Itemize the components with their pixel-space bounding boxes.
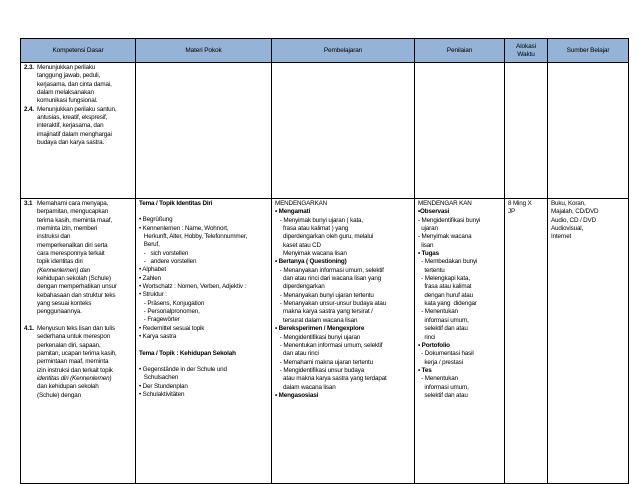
- kd-line: perkenalan diri, sapaan,: [37, 341, 101, 349]
- list-item: tertentu: [418, 266, 445, 274]
- list-item: • Redemittel sesuai topik: [139, 324, 205, 332]
- header-sumber-belajar: Sumber Belajar: [548, 39, 629, 63]
- header-pembelajaran: Pembelajaran: [272, 39, 415, 63]
- list-item: dan atau rinci: [275, 350, 319, 358]
- list-item: MENDENGAR KAN: [418, 200, 472, 207]
- kd-line: meminta izin, memberi: [37, 225, 98, 233]
- kd-item: [24, 200, 132, 317]
- kd-line: berpamitan, mengucapkan: [37, 208, 109, 216]
- list-item: • Wortschatz : Nomen, Verben, Adjektiv :: [139, 283, 247, 291]
- kd-line: dengan memperhatikan unsur: [37, 283, 117, 291]
- kd-line: izin instruksi dan terkait topik: [37, 366, 113, 374]
- list-item: - Menanyakan unsur-unsur budaya atau: [275, 300, 387, 308]
- alokasi-cell-row-2: [505, 199, 548, 484]
- list-item: • Struktur :: [139, 291, 167, 299]
- list-item: informasi umum,: [418, 383, 469, 391]
- list-item: frasa atau kalimat ) yang: [275, 225, 349, 233]
- kd-line: Menyusun teks lisan dan tulis: [37, 324, 115, 332]
- list-item: - Menentukan: [418, 375, 458, 383]
- sumber-line: Internet: [551, 233, 572, 241]
- sumber-line: Audiovisual,: [551, 225, 584, 233]
- list-item: • Tugas: [418, 250, 439, 258]
- materi-topic-title: Tema / Topik Identitas Diri: [139, 200, 213, 207]
- kd-line: tanggung jawab, peduli,: [37, 72, 101, 80]
- sumber-cell-row-2: [548, 199, 629, 484]
- list-item: • Mengasosiasi: [275, 391, 319, 399]
- header-penilaian: Penilaian: [415, 39, 505, 63]
- sumber-line: Buku, Koran,: [551, 200, 586, 207]
- list-item: • Schulaktivitäten: [139, 390, 185, 398]
- pembelajaran-list: [275, 208, 411, 400]
- kd-line: kehidupan sekolah (Schule): [37, 275, 111, 283]
- list-item: - andere vorstellen: [139, 258, 197, 266]
- list-item: - Personalpronomen,: [139, 308, 200, 316]
- list-item: • Karya sastra: [139, 333, 177, 341]
- list-item: • Bereksperimen / Mengexplore: [275, 325, 365, 333]
- kd-number: 2.4.: [24, 105, 34, 113]
- kd-line: terima kasih, meminta maaf,: [37, 216, 113, 224]
- kd-line: topik identitas diri: [37, 258, 83, 266]
- alokasi-line: 8 Ming X: [508, 200, 532, 207]
- list-item: - Membedakan bunyi: [418, 258, 478, 266]
- pembelajaran-title: MENDENGARKAN: [275, 200, 328, 207]
- kd-cell-row-2: [21, 199, 136, 484]
- list-item: - Präsens, Konjugation: [139, 299, 205, 307]
- list-item: dalam wacana lisan: [275, 383, 336, 391]
- list-item: dengan huruf atau: [418, 291, 473, 299]
- list-item: - Menanyakan bunyi ujaran tertentu: [275, 291, 374, 299]
- kd-number: 3.1: [24, 200, 33, 207]
- list-item: • Gegenstände in der Schule und: [139, 365, 227, 373]
- list-item: - Mengidentifikasi unsur budaya: [275, 366, 365, 374]
- kd-line: instruksi dan: [37, 233, 71, 241]
- list-item: kerja / prestasi: [418, 358, 463, 366]
- list-item: - Fragewörter: [139, 316, 180, 324]
- alokasi-line: JP: [508, 208, 516, 216]
- list-item: frasa atau kalimat: [418, 283, 472, 291]
- header-alokasi-line-1: Alokasi: [516, 43, 536, 50]
- list-item: - Menentukan informasi umum, selektif: [275, 341, 383, 349]
- list-item: selektif dan atau: [418, 325, 468, 333]
- header-alokasi-line-2: Waktu: [517, 50, 535, 58]
- pembelajaran-cell-row-2: [272, 199, 415, 484]
- kd-item: [24, 64, 132, 106]
- penilaian-list: [418, 200, 501, 400]
- kd-line: sederhana untuk merespon: [37, 333, 111, 341]
- list-item: • Kennenlernen : Name, Wohnort,: [139, 224, 229, 232]
- list-item: Beruf,: [139, 241, 160, 249]
- materi-topic-title: Tema / Topik : Kehidupan Sekolah: [139, 349, 236, 357]
- kd-text: [37, 325, 132, 400]
- kd-item: [24, 106, 132, 148]
- list-item: - Menentukan: [418, 308, 458, 316]
- penilaian-cell-row-1: [415, 63, 505, 199]
- kd-line: Menunjukkan perilaku: [37, 64, 96, 71]
- list-item: - Mengidentifikasi bunyi ujaran: [275, 333, 361, 341]
- list-item: - Menyimak bunyi ujaran ( kata,: [275, 216, 363, 224]
- pembelajaran-cell-row-1: [272, 63, 415, 199]
- list-item: - Melengkapi kata,: [418, 275, 470, 283]
- kd-line: pamitan, ucapan terima kasih,: [37, 349, 117, 357]
- kd-line: Memahami cara menyapa,: [37, 200, 109, 207]
- kd-line: komunikasi fungsional.: [37, 97, 98, 105]
- kd-line: identitas diri (Kennenlernen): [37, 374, 112, 382]
- kd-line: cara meresponnya terkait: [37, 250, 105, 258]
- list-item: lisan: [418, 241, 434, 249]
- kd-line: kerjasama, dan cinta damai,: [37, 80, 112, 88]
- materi-cell-row-2: [136, 199, 272, 484]
- sumber-line: Majalah, CD/DVD: [551, 208, 599, 216]
- kd-line: interaktif, kerjasama, dan: [37, 122, 104, 130]
- materi-list: [139, 216, 268, 341]
- penilaian-cell-row-2: [415, 199, 505, 484]
- header-kompetensi-dasar: Kompetensi Dasar: [21, 39, 136, 63]
- sumber-cell-row-1: [548, 63, 629, 199]
- kd-number: 4.1.: [24, 324, 34, 332]
- list-item: makna karya sastra yang tersirat /: [275, 308, 373, 316]
- list-item: selektif dan atau: [418, 391, 468, 399]
- kd-line: penggunaannya.: [37, 308, 82, 316]
- kd-line: (Kennenlernen) dan: [37, 266, 90, 274]
- list-item: atau makna karya sastra yang terdapat: [275, 375, 387, 383]
- list-item: diperdengarkan oleh guru, melalui: [275, 233, 374, 241]
- kd-line: kebahasaan dan struktur teks: [37, 291, 116, 299]
- kd-line: permintaan maaf, meminta: [37, 358, 109, 366]
- list-item: Herkunft, Alter, Hobby, Telefonnummer,: [139, 233, 248, 241]
- kd-line: antusias, kreatif, ekspresif,: [37, 114, 108, 122]
- kd-line: memperkenalkan diri serta: [37, 241, 108, 249]
- materi-list: [139, 366, 268, 399]
- header-materi-pokok: Materi Pokok: [136, 39, 272, 63]
- alokasi-cell-row-1: [505, 63, 548, 199]
- kd-line: dalam melaksanakan: [37, 89, 94, 97]
- list-item: - Memahami makna ujaran tertentu: [275, 358, 373, 366]
- kd-cell-row-1: [21, 63, 136, 199]
- kd-line: budaya dan karya sastra.: [37, 139, 105, 147]
- kd-number: 2.3.: [24, 64, 34, 71]
- list-item: tersurat dalam wacana lisan: [275, 316, 358, 324]
- header-alokasi-waktu: [505, 39, 548, 63]
- kd-line: dan kehidupan sekolah: [37, 383, 99, 391]
- list-item: - sich vorstellen: [139, 249, 189, 257]
- list-item: diperdengarkan: [275, 283, 325, 291]
- list-item: - Dokumentasi hasil: [418, 350, 474, 358]
- list-item: • Alphabet: [139, 266, 166, 274]
- list-item: •Observasi: [418, 208, 450, 216]
- kd-line: (Schule) dengan: [37, 391, 81, 399]
- kd-line: imajinatif dalam menghargai: [37, 130, 112, 138]
- list-item: • Zahlen: [139, 274, 162, 282]
- list-item: - Menyimak wacana: [418, 233, 472, 241]
- kd-line: Menunjukkan perilaku santun,: [37, 105, 117, 113]
- list-item: informasi umum,: [418, 316, 469, 324]
- list-item: • Tes: [418, 366, 432, 374]
- list-item: • Der Stundenplan: [139, 382, 188, 390]
- list-item: • Mengamati: [275, 208, 311, 216]
- list-item: Schulsachen: [139, 374, 179, 382]
- sumber-line: Audio, CD / DVD: [551, 216, 596, 224]
- kd-text: [37, 200, 132, 317]
- list-item: Menyimak wacana lisan: [275, 250, 347, 258]
- table-row: [21, 199, 629, 484]
- list-item: - Mengidentifikasi bunyi: [418, 216, 481, 224]
- table-header-row: [21, 39, 629, 63]
- kd-text: [37, 106, 132, 148]
- materi-cell-row-1: [136, 63, 272, 199]
- table-row: [21, 63, 629, 199]
- kd-text: [37, 64, 132, 106]
- list-item: • Bertanya ( Questioning): [275, 258, 347, 266]
- list-item: • Begrüßung: [139, 216, 173, 224]
- list-item: • Portofolio: [418, 341, 450, 349]
- list-item: ujaran: [418, 225, 438, 233]
- list-item: kata yang didengar: [418, 300, 477, 308]
- list-item: rinci: [418, 333, 436, 341]
- kd-line: yang sesuai konteks: [37, 300, 92, 308]
- list-item: - Menanyakan informasi umum, selektif: [275, 266, 384, 274]
- kd-item: [24, 325, 132, 400]
- syllabus-table: [20, 38, 629, 484]
- list-item: kaset atau CD: [275, 241, 321, 249]
- list-item: dan atau rinci dari wacana lisan yang: [275, 275, 382, 283]
